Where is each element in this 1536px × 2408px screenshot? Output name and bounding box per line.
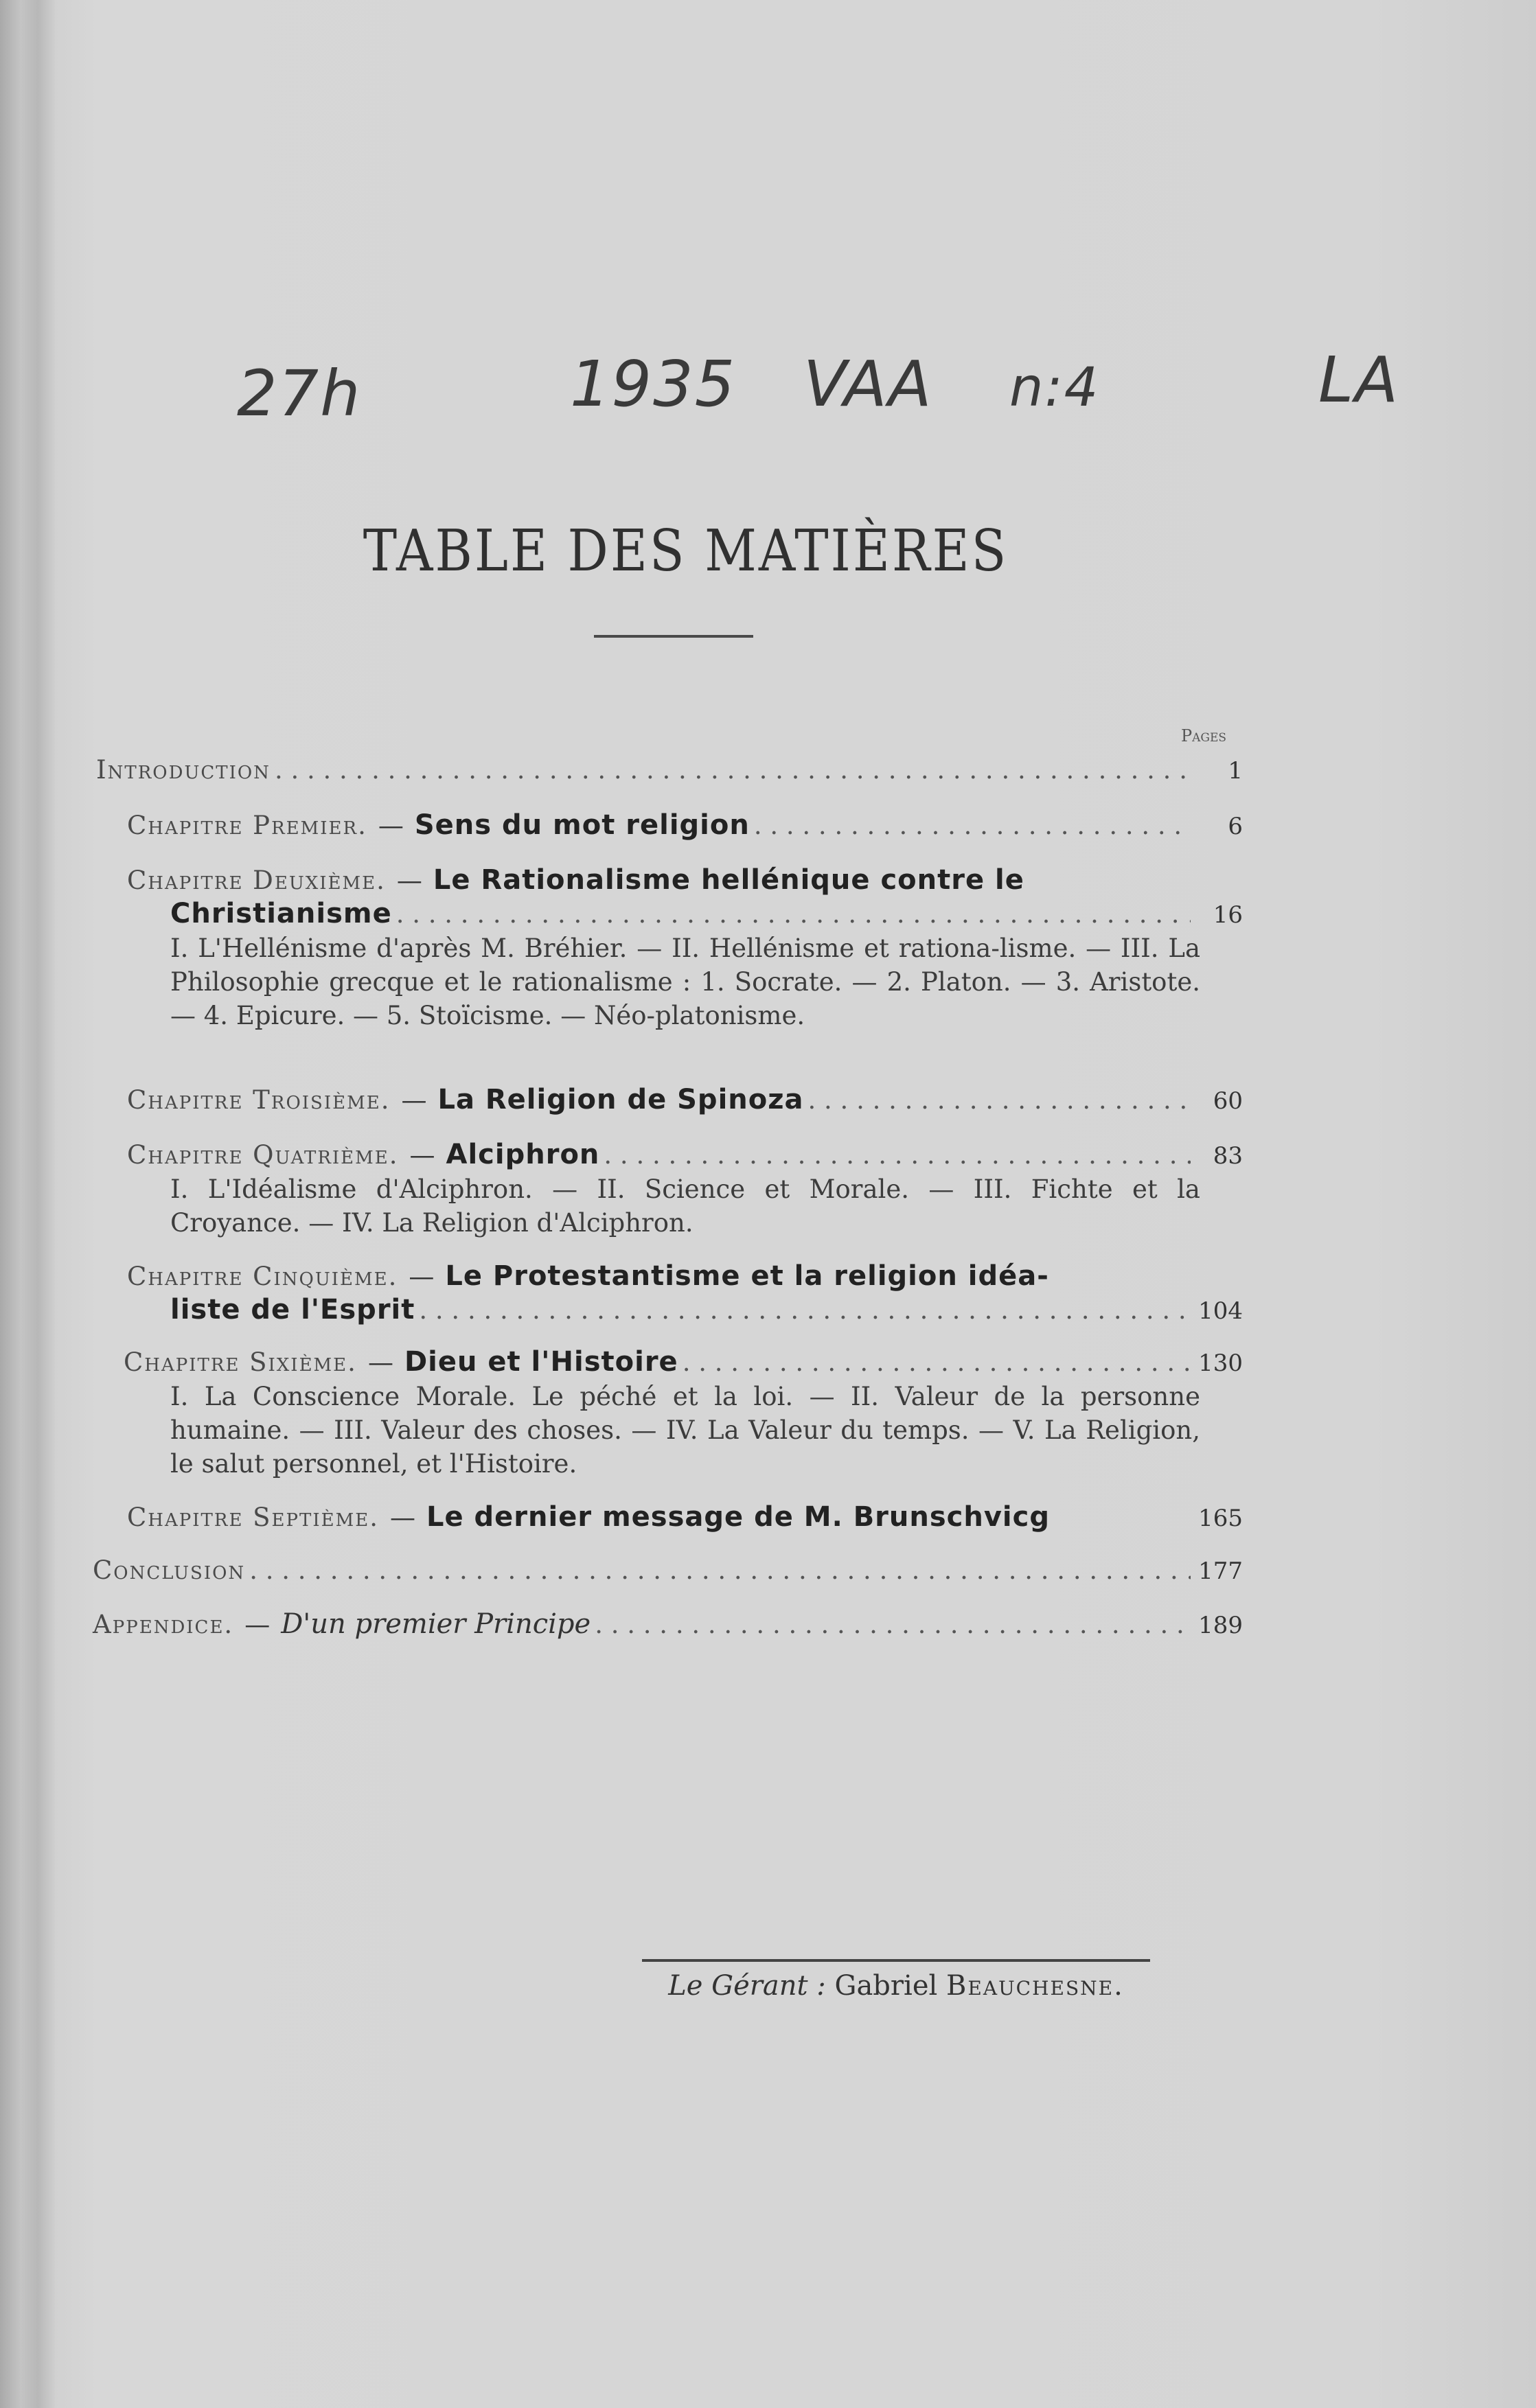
entry-dash: —	[409, 1262, 435, 1291]
entry-label: Chapitre Septième.	[127, 1503, 379, 1532]
leader-dots	[595, 1608, 1191, 1641]
page-number: 60	[1213, 1087, 1243, 1115]
entry-topic: Sens du mot religion	[414, 809, 750, 841]
leader-dots	[396, 898, 1191, 931]
signature-rule	[642, 1959, 1150, 1962]
page-number: 16	[1213, 901, 1243, 929]
entry-dash: —	[409, 1140, 435, 1170]
signature-last-name: Beauchesne.	[946, 1970, 1124, 2002]
entry-topic: Dieu et l'Histoire	[404, 1346, 678, 1378]
entry-dash: —	[378, 811, 404, 840]
page-number: 1	[1228, 757, 1243, 785]
entry-label: Conclusion	[93, 1555, 246, 1585]
signature-role: Le Gérant :	[668, 1970, 826, 2002]
leader-dots	[419, 1294, 1191, 1327]
toc-entry-chapter-5	[127, 1260, 1243, 1328]
entry-dash: —	[396, 866, 422, 895]
entry-subsections: I. La Conscience Morale. Le péché et la loi. — II. Valeur de la personne humaine. — III. Valeur des choses. — IV. La Valeur du temps. — V. La Religion, le salut personnel, et l'Histoire.	[170, 1382, 1200, 1479]
toc-entry-chapter-4	[127, 1138, 1243, 1240]
entry-dash: —	[389, 1503, 415, 1532]
page-number: 104	[1198, 1297, 1243, 1325]
toc-entry-chapter-3	[127, 1083, 1243, 1118]
handwritten-note: 27h	[237, 357, 362, 430]
toc-entry-introduction	[96, 754, 1243, 787]
toc-entry-chapter-6	[124, 1345, 1243, 1481]
entry-label: Chapitre Deuxième.	[127, 866, 386, 895]
entry-topic-continued: liste de l'Esprit	[170, 1294, 415, 1325]
leader-dots	[683, 1346, 1191, 1379]
entry-label: Chapitre Premier.	[127, 811, 367, 840]
page-number: 83	[1213, 1142, 1243, 1170]
handwritten-note: n:4	[1009, 357, 1100, 419]
handwritten-note: 1935	[570, 347, 737, 421]
page-number: 6	[1228, 813, 1243, 840]
entry-label: Chapitre Sixième.	[124, 1347, 357, 1377]
entry-topic-continued: Christianisme	[170, 898, 392, 929]
entry-topic: La Religion de Spinoza	[437, 1084, 804, 1115]
entry-topic: Le dernier message de M. Brunschvicg	[426, 1501, 1050, 1533]
entry-label: Appendice.	[93, 1610, 234, 1639]
entry-subsections: I. L'Idéalisme d'Alciphron. — II. Science et Morale. — III. Fichte et la Croyance. — IV. La Religion d'Alciphron.	[170, 1174, 1200, 1238]
entry-label: Introduction	[96, 755, 271, 785]
entry-topic: Alciphron	[446, 1139, 600, 1170]
entry-dash: —	[367, 1347, 393, 1377]
signature-first-name: Gabriel	[834, 1970, 938, 2002]
handwritten-notes	[0, 343, 1536, 453]
leader-dots	[604, 1139, 1191, 1172]
toc-entry-chapter-7	[127, 1501, 1243, 1535]
entry-topic: Le Protestantisme et la religion idéa-	[445, 1260, 1049, 1292]
handwritten-note: VAA	[803, 347, 933, 421]
handwritten-note: LA	[1318, 343, 1400, 417]
page-title: TABLE DES MATIÈRES	[363, 518, 1009, 585]
page-number: 130	[1198, 1350, 1243, 1377]
entry-topic: Le Rationalisme hellénique contre le	[433, 864, 1024, 896]
page-number: 165	[1198, 1505, 1243, 1532]
toc-entry-conclusion	[93, 1554, 1243, 1588]
page-number: 189	[1198, 1612, 1243, 1639]
toc-entry-chapter-2	[127, 864, 1243, 1032]
entry-dash: —	[401, 1085, 427, 1115]
pages-column-label: Pages	[1181, 726, 1227, 745]
entry-label: Chapitre Cinquième.	[127, 1262, 398, 1291]
entry-label: Chapitre Troisième.	[127, 1085, 391, 1115]
entry-label: Chapitre Quatrième.	[127, 1140, 399, 1170]
page-number: 177	[1198, 1558, 1243, 1585]
leader-dots	[808, 1084, 1191, 1117]
entry-dash: —	[244, 1610, 271, 1639]
leader-dots	[754, 809, 1191, 842]
entry-topic: D'un premier Principe	[281, 1608, 591, 1640]
publisher-signature	[642, 1970, 1150, 2002]
leader-dots	[249, 1554, 1191, 1587]
leader-dots	[275, 754, 1191, 787]
toc-entry-chapter-1	[127, 809, 1243, 843]
entry-subsections: I. L'Hellénisme d'après M. Bréhier. — II. Hellénisme et rationa-lisme. — III. La Philosophie grecque et le rationalisme : 1. Socrate. — 2. Platon. — 3. Aristote. — 4. Epicure. — 5. Stoïcisme. — Néo-platonisme.	[170, 934, 1200, 1030]
title-rule	[594, 635, 753, 638]
toc-entry-appendix	[93, 1608, 1243, 1642]
